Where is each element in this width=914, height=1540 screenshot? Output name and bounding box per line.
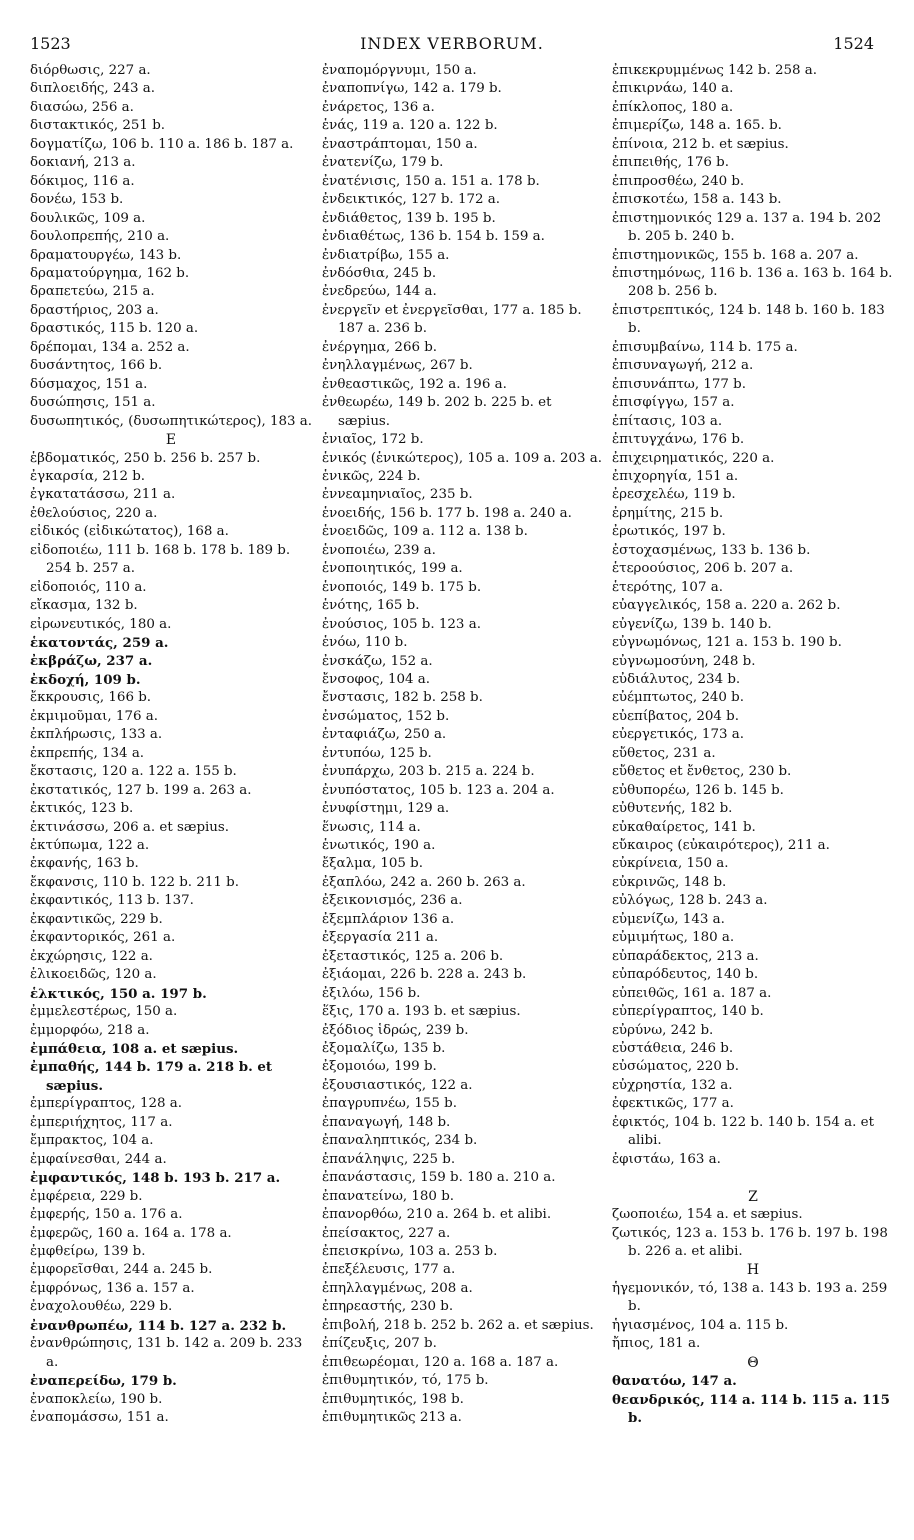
index-entry: ἐξουσιαστικός, 122 a. — [322, 1077, 473, 1093]
index-entry: ἐξιλόω, 156 b. — [322, 985, 421, 1001]
index-entry: ἐπιστρεπτικός, 124 b. 148 b. 160 b. 183 b. — [612, 302, 885, 337]
index-entry: ἐστοχασμένως, 133 b. 136 b. — [612, 542, 811, 558]
index-entry: ἔξαλμα, 105 b. — [322, 856, 423, 872]
index-entry: ἐκστατικός, 127 b. 199 a. 263 a. — [30, 782, 252, 798]
index-entry: ἐννεαμηνιαῖος, 235 b. — [322, 487, 473, 503]
index-entry: εὐπερίγραπτος, 140 b. — [612, 1004, 764, 1020]
index-entry: ἕνωσις, 114 a. — [322, 819, 421, 835]
index-entry: ἐπίζευξις, 207 b. — [322, 1336, 437, 1352]
index-entry: ἐπιθεωρέομαι, 120 a. 168 a. 187 a. — [322, 1354, 559, 1370]
index-entry: εὔθετος et ἔνθετος, 230 b. — [612, 764, 792, 780]
index-entry: ἑνοποιέω, 239 a. — [322, 542, 436, 558]
index-entry: ἐπαναληπτικός, 234 b. — [322, 1133, 478, 1149]
index-entry: ἐνανθρωπέω, 114 b. 127 a. 232 b. — [30, 1317, 287, 1334]
index-entry: εἴκασμα, 132 b. — [30, 598, 138, 614]
index-entry: εὐδιάλυτος, 234 b. — [612, 671, 741, 687]
index-entry: εὐεργετικός, 173 a. — [612, 727, 744, 743]
index-entry: ἐπαναγωγή, 148 b. — [322, 1114, 451, 1130]
index-entry: ἐμπάθεια, 108 a. et sæpius. — [30, 1041, 239, 1057]
index-entry: ἑλικοειδῶς, 120 a. — [30, 967, 157, 983]
index-entry: εὐρύνω, 242 b. — [612, 1022, 714, 1038]
index-entry: ἐκφαντικός, 113 b. 137. — [30, 893, 194, 909]
index-entry: ἐκδοχή, 109 b. — [30, 671, 141, 688]
index-entry: ἔμπρακτος, 104 a. — [30, 1133, 154, 1149]
running-title: INDEX VERBORUM. — [360, 34, 544, 53]
index-entry: ἤπιος, 181 a. — [612, 1336, 701, 1352]
index-entry: ἐκβράζω, 237 a. — [30, 653, 153, 670]
index-entry: δραστικός, 115 b. 120 a. — [30, 321, 199, 337]
index-entry: εὐστάθεια, 246 b. — [612, 1041, 734, 1057]
index-entry: διστακτικός, 251 b. — [30, 118, 166, 134]
index-entry: ἐπανατείνω, 180 b. — [322, 1188, 455, 1204]
index-entry: δουλικῶς, 109 a. — [30, 210, 146, 226]
section-letter: Z — [748, 1188, 758, 1205]
index-entry: δουλοπρεπής, 210 a. — [30, 229, 170, 245]
index-entry: δυσώπησις, 151 a. — [30, 395, 156, 411]
index-entry: ἐξεργασία 211 a. — [322, 930, 439, 946]
index-entry: ἑνοειδῶς, 109 a. 112 a. 138 b. — [322, 524, 528, 540]
index-entry: δύσμαχος, 151 a. — [30, 376, 148, 392]
index-entry: ἐπεξέλευσις, 177 a. — [322, 1262, 456, 1278]
index-entry: ἐνθεωρέω, 149 b. 202 b. 225 b. et sæpius. — [322, 395, 552, 429]
index-entry: ἐρωτικός, 197 b. — [612, 524, 726, 540]
index-entry: ἐκφαντορικός, 261 a. — [30, 930, 176, 946]
index-entry: θεανδρικός, 114 a. 114 b. 115 a. 115 b. — [612, 1391, 890, 1427]
index-entry: ἐναπομάσσω, 151 a. — [30, 1410, 169, 1426]
index-entry: ἐπισκοτέω, 158 a. 143 b. — [612, 192, 782, 208]
index-entry: εὔκαιρος (εὐκαιρότερος), 211 a. — [612, 838, 830, 854]
index-entry: ἐκτικός, 123 b. — [30, 801, 134, 817]
index-entry: εὐμιμήτως, 180 a. — [612, 930, 735, 946]
index-entry: ἐναποκλείω, 190 b. — [30, 1391, 163, 1407]
index-entry: ἡγεμονικόν, τό, 138 a. 143 b. 193 a. 259 b. — [612, 1280, 888, 1315]
index-entry: ἐνούσιος, 105 b. 123 a. — [322, 616, 481, 632]
index-entry: ἔνσοφος, 104 a. — [322, 671, 431, 687]
index-entry: ἐπιστημονικῶς, 155 b. 168 a. 207 a. — [612, 247, 859, 263]
index-entry: ἐξιάομαι, 226 b. 228 a. 243 b. — [322, 967, 527, 983]
index-entry: ἐπιπροσθέω, 240 b. — [612, 173, 745, 189]
index-entry: διασώω, 256 a. — [30, 99, 134, 115]
index-entry: ἐπίτασις, 103 a. — [612, 413, 723, 429]
index-entry: δόκιμος, 116 a. — [30, 173, 135, 189]
index-entry: ἕξις, 170 a. 193 b. et sæpius. — [322, 1004, 521, 1020]
index-entry: δρέπομαι, 134 a. 252 a. — [30, 339, 190, 355]
index-entry: εὐκρίνεια, 150 a. — [612, 856, 729, 872]
index-entry: ἐξεταστικός, 125 a. 206 b. — [322, 948, 504, 964]
index-entry: ἐναπερείδω, 179 b. — [30, 1373, 177, 1390]
index-entry: δογματίζω, 106 b. 110 a. 186 b. 187 a. — [30, 136, 294, 152]
index-entry: ἐνυπόστατος, 105 b. 123 a. 204 a. — [322, 782, 555, 798]
index-entry: ἐπανορθόω, 210 a. 264 b. et alibi. — [322, 1207, 552, 1223]
index-entry: εὐθυπορέω, 126 b. 145 b. — [612, 782, 784, 798]
index-entry: ἐπισυνάπτω, 177 b. — [612, 376, 746, 392]
index-entry: ζωοποιέω, 154 a. et sæpius. — [612, 1207, 803, 1223]
index-entry: εὐπειθῶς, 161 a. 187 a. — [612, 985, 772, 1001]
page-header — [30, 34, 874, 54]
index-entry: ἐκχώρησις, 122 a. — [30, 948, 153, 964]
index-entry: εἰδικός (εἰδικώτατος), 168 a. — [30, 524, 229, 540]
index-entry: ἔκκρουσις, 166 b. — [30, 690, 152, 706]
index-entry: ἐναποπνίγω, 142 a. 179 b. — [322, 81, 502, 97]
index-entry: ἐπηλλαγμένως, 208 a. — [322, 1280, 473, 1296]
index-entry: ἐντυπόω, 125 b. — [322, 745, 432, 761]
index-entry: ἐνυφίστημι, 129 a. — [322, 801, 450, 817]
section-letter: H — [746, 1262, 760, 1279]
index-entry: ἐνδιαθέτως, 136 b. 154 b. 159 a. — [322, 229, 545, 245]
index-entry: εὐθυτενής, 182 b. — [612, 801, 733, 817]
index-entry: ἐνέργημα, 266 b. — [322, 339, 438, 355]
index-entry: ἐμφορεῖσθαι, 244 a. 245 b. — [30, 1262, 213, 1278]
index-entry: θανατόω, 147 a. — [612, 1373, 737, 1390]
index-entry: ἐπανάληψις, 225 b. — [322, 1151, 456, 1167]
index-entry: ἑνικῶς, 224 b. — [322, 468, 421, 484]
index-entry: ἐπιπειθής, 176 b. — [612, 155, 729, 171]
index-entry: ἐφεκτικῶς, 177 a. — [612, 1096, 734, 1112]
index-entry: ἔκστασις, 120 a. 122 a. 155 b. — [30, 764, 237, 780]
index-entry: ἐνυπάρχω, 203 b. 215 a. 224 b. — [322, 764, 535, 780]
page-number-left: 1523 — [30, 34, 71, 53]
index-entry: ἐμμελεστέρως, 150 a. — [30, 1004, 178, 1020]
index-entry: ἔκφανσις, 110 b. 122 b. 211 b. — [30, 874, 239, 890]
index-entry: ζωτικός, 123 a. 153 b. 176 b. 197 b. 198 b. 226 a. et alibi. — [612, 1225, 888, 1259]
index-entry: ἑκατοντάς, 259 a. — [30, 635, 169, 652]
page-number-right: 1524 — [833, 34, 874, 53]
index-entry: ἐπισυμβαίνω, 114 b. 175 a. — [612, 339, 798, 355]
index-entry: ἐπισφίγγω, 157 a. — [612, 395, 735, 411]
index-entry: ἐνδεικτικός, 127 b. 172 a. — [322, 192, 501, 208]
index-entry: εὐγνωμοσύνη, 248 b. — [612, 653, 756, 669]
index-entry: ἐνδιάθετος, 139 b. 195 b. — [322, 210, 496, 226]
index-entry: δραματουργέω, 143 b. — [30, 247, 182, 263]
index-entry: ἐμφερής, 150 a. 176 a. — [30, 1207, 183, 1223]
index-entry: ἐμφερῶς, 160 a. 164 a. 178 a. — [30, 1225, 232, 1241]
index-entry: ἐνατενίζω, 179 b. — [322, 155, 444, 171]
index-entry: ἡγιασμένος, 104 a. 115 b. — [612, 1317, 789, 1333]
index-entry: ἐγκαρσία, 212 b. — [30, 468, 146, 484]
index-entry: δονέω, 153 b. — [30, 192, 124, 208]
index-entry: ἑνότης, 165 b. — [322, 598, 420, 614]
index-entry: δοκιανή, 213 a. — [30, 155, 136, 171]
index-entry: ἐνσκάζω, 152 a. — [322, 653, 433, 669]
index-entry: ἐμφθείρω, 139 b. — [30, 1243, 146, 1259]
index-entry: δυσάντητος, 166 b. — [30, 358, 163, 374]
index-entry: ἐκτύπωμα, 122 a. — [30, 838, 150, 854]
index-entry: ἐκφανής, 163 b. — [30, 856, 139, 872]
index-entry: ἐπαγρυπνέω, 155 b. — [322, 1096, 457, 1112]
index-entry: ἐμφρόνως, 136 a. 157 a. — [30, 1280, 195, 1296]
index-entry: διόρθωσις, 227 a. — [30, 63, 151, 78]
index-entry: εὐχρηστία, 132 a. — [612, 1077, 733, 1093]
index-entry: ἐνεργεῖν et ἐνεργεῖσθαι, 177 a. 185 b. 187 a. 236 b. — [322, 302, 582, 337]
index-entry: ἐπιστημόνως, 116 b. 136 a. 163 b. 164 b. 208 b. 256 b. — [612, 265, 893, 300]
index-entry: ἐμφαίνεσθαι, 244 a. — [30, 1151, 167, 1167]
index-entry: εὐμενίζω, 143 a. — [612, 911, 725, 927]
index-entry: ἐνδιατρίβω, 155 a. — [322, 247, 450, 263]
index-entry: ἐπιστημονικός 129 a. 137 a. 194 b. 202 b. 205 b. 240 b. — [612, 210, 882, 245]
section-letter: Θ — [747, 1354, 759, 1371]
index-entry: ἑτερότης, 107 a. — [612, 579, 723, 595]
index-entry: ἐκτινάσσω, 206 a. et sæpius. — [30, 819, 230, 835]
index-entry: ἐκπρεπής, 134 a. — [30, 745, 145, 761]
index-entry: ἐπανάστασις, 159 b. 180 a. 210 a. — [322, 1170, 556, 1186]
index-entry: δραπετεύω, 215 a. — [30, 284, 155, 300]
index-entry: εὐγνωμόνως, 121 a. 153 b. 190 b. — [612, 635, 842, 651]
index-entry: ἑνοποιητικός, 199 a. — [322, 561, 463, 577]
index-entry: ἐπιθυμητικῶς 213 a. — [322, 1410, 462, 1426]
index-entry: ἐξομαλίζω, 135 b. — [322, 1041, 446, 1057]
index-entry: ἐνηλλαγμένως, 267 b. — [322, 358, 473, 374]
index-entry: ἐπιχειρηματικός, 220 a. — [612, 450, 775, 466]
index-entry: ἐνιαῖος, 172 b. — [322, 432, 424, 448]
index-entry: ἐπεισκρίνω, 103 a. 253 b. — [322, 1244, 498, 1259]
index-entry: ἐξόδιος ἱδρώς, 239 b. — [322, 1022, 469, 1038]
index-entry: εὐκρινῶς, 148 b. — [612, 874, 727, 890]
index-entry: ἐξεικονισμός, 236 a. — [322, 893, 463, 909]
index-entry: ἐνάρετος, 136 a. — [322, 99, 435, 115]
index-entry: ἑνοποιός, 149 b. 175 b. — [322, 579, 482, 595]
index-entry: ἐνταφιάζω, 250 a. — [322, 727, 447, 743]
index-entry: ἐπιθυμητικόν, τό, 175 b. — [322, 1373, 489, 1389]
index-entry: ἐκμιμοῦμαι, 176 a. — [30, 708, 158, 724]
index-entry: ἔνστασις, 182 b. 258 b. — [322, 690, 483, 706]
index-entry: εἰρωνευτικός, 180 a. — [30, 616, 172, 632]
index-entry: εὐέμπτωτος, 240 b. — [612, 690, 744, 706]
index-entry: εὔθετος, 231 a. — [612, 745, 716, 761]
index-entry: ἐγκατατάσσω, 211 a. — [30, 487, 176, 503]
index-entry: ἐμφέρεια, 229 b. — [30, 1188, 143, 1204]
index-entry: ἐκφαντικῶς, 229 b. — [30, 911, 163, 927]
index-entry: ἐνθεαστικῶς, 192 a. 196 a. — [322, 376, 507, 392]
index-entry: ἐνανθρώπησις, 131 b. 142 a. 209 b. 233 a. — [30, 1336, 303, 1370]
index-entry: ἐπιτυγχάνω, 176 b. — [612, 432, 745, 448]
index-entry: ἐμπεριήχητος, 117 a. — [30, 1114, 173, 1130]
index-entry: εὐεπίβατος, 204 b. — [612, 708, 739, 724]
index-entry: ἐκπλήρωσις, 133 a. — [30, 727, 163, 743]
index-entry: ἑνοειδής, 156 b. 177 b. 198 a. 240 a. — [322, 505, 572, 521]
index-entry: ἐφικτός, 104 b. 122 b. 140 b. 154 a. et alibi. — [612, 1114, 874, 1149]
index-entry: ἐπιθυμητικός, 198 b. — [322, 1391, 464, 1407]
index-entry: ἐφιστάω, 163 a. — [612, 1151, 721, 1167]
index-entry: ἐμφαντικός, 148 b. 193 b. 217 a. — [30, 1170, 281, 1187]
index-column-3 — [612, 62, 894, 1427]
index-entry: ἑνόω, 110 b. — [322, 635, 408, 651]
index-entry: ἑβδοματικός, 250 b. 256 b. 257 b. — [30, 450, 261, 466]
index-entry: ἐπίνοια, 212 b. et sæpius. — [612, 136, 789, 152]
index-entry: ἐπίκλοπος, 180 a. — [612, 99, 734, 115]
index-entry: ἐνατένισις, 150 a. 151 a. 178 b. — [322, 173, 540, 189]
index-entry: ἐξεμπλάριον 136 a. — [322, 911, 455, 927]
index-entry: ἑνωτικός, 190 a. — [322, 838, 436, 854]
index-entry: ἐπιβολή, 218 b. 252 b. 262 a. et sæpius. — [322, 1317, 594, 1333]
index-entry: ἐθελούσιος, 220 a. — [30, 505, 158, 521]
index-entry: ἐπικεκρυμμένως 142 b. 258 a. — [612, 63, 818, 78]
index-entry: ἑτεροούσιος, 206 b. 207 a. — [612, 561, 794, 577]
index-entry: εὐγενίζω, 139 b. 140 b. — [612, 616, 772, 632]
index-entry: ἐνσώματος, 152 b. — [322, 708, 450, 724]
index-entry: ἐναχολουθέω, 229 b. — [30, 1299, 173, 1315]
index-entry: ἐμμορφόω, 218 a. — [30, 1022, 150, 1038]
index-entry: εἰδοποιέω, 111 b. 168 b. 178 b. 189 b. 254 b. 257 a. — [30, 542, 291, 577]
index-entry: εὐσώματος, 220 b. — [612, 1059, 740, 1075]
index-entry: ἐρημίτης, 215 b. — [612, 505, 724, 521]
index-entry: δραστήριος, 203 a. — [30, 302, 159, 318]
index-entry: ἐναστράπτομαι, 150 a. — [322, 136, 478, 152]
index-entry: εὐκαθαίρετος, 141 b. — [612, 819, 756, 835]
index-entry: ἐμπαθής, 144 b. 179 a. 218 b. et sæpius. — [30, 1059, 273, 1094]
index-entry: εὐλόγως, 128 b. 243 a. — [612, 893, 768, 909]
column-spacer — [612, 1169, 894, 1187]
index-column-2 — [322, 62, 604, 1428]
index-entry: ἐμπερίγραπτος, 128 a. — [30, 1096, 183, 1112]
index-entry: ἐξαπλόω, 242 a. 260 b. 263 a. — [322, 874, 526, 890]
index-entry: εὐαγγελικός, 158 a. 220 a. 262 b. — [612, 598, 841, 614]
index-entry: ἑνάς, 119 a. 120 a. 122 b. — [322, 118, 498, 134]
section-letter: E — [165, 432, 177, 449]
index-entry: δραματούργημα, 162 b. — [30, 265, 190, 281]
index-entry: ἐπιμερίζω, 148 a. 165. b. — [612, 118, 782, 134]
index-entry: ἐπισυναγωγή, 212 a. — [612, 358, 754, 374]
index-column-1 — [30, 62, 312, 1428]
index-entry: ἐπηρεαστής, 230 b. — [322, 1299, 454, 1315]
index-entry: ἐνδόσθια, 245 b. — [322, 265, 437, 281]
index-entry: εὐπαράδεκτος, 213 a. — [612, 948, 759, 964]
index-entry: ἐπείσακτος, 227 a. — [322, 1225, 451, 1241]
index-entry: εὐπαρόδευτος, 140 b. — [612, 967, 759, 983]
index-entry: ἐναπομόργνυμι, 150 a. — [322, 63, 477, 78]
index-entry: ἐρεσχελέω, 119 b. — [612, 487, 736, 503]
index-entry: δυσωπητικός, (δυσωπητικώτερος), 183 a. — [30, 413, 313, 429]
index-entry: διπλοειδής, 243 a. — [30, 81, 156, 97]
index-entry: ἐξομοιόω, 199 b. — [322, 1059, 437, 1075]
index-entry: εἰδοποιός, 110 a. — [30, 579, 147, 595]
index-entry: ἑνικός (ἑνικώτερος), 105 a. 109 a. 203 a. — [322, 450, 603, 466]
index-entry: ἐνεδρεύω, 144 a. — [322, 284, 437, 300]
index-entry: ἐπικιρνάω, 140 a. — [612, 81, 734, 97]
index-entry: ἑλκτικός, 150 a. 197 b. — [30, 985, 207, 1002]
index-entry: ἐπιχορηγία, 151 a. — [612, 468, 739, 484]
